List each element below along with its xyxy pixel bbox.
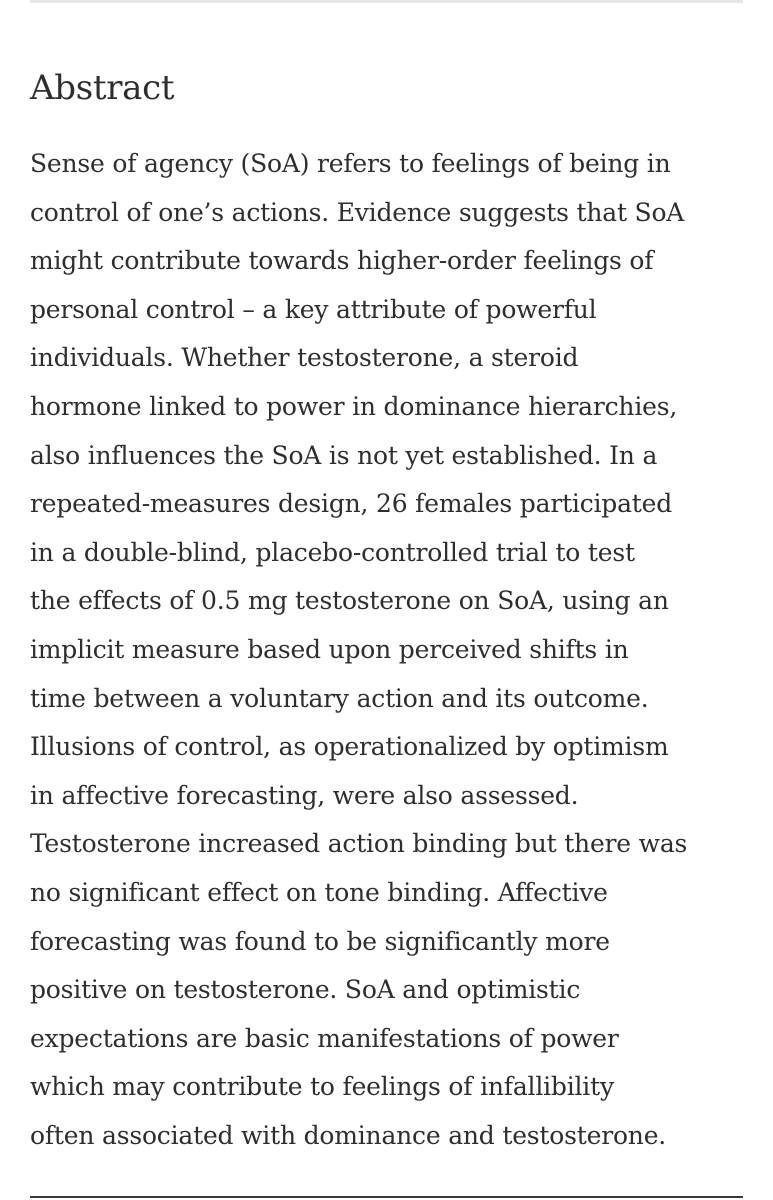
abstract-line: Testosterone increased action binding but there was [30, 829, 688, 859]
abstract-line: which may contribute to feelings of infallibility [30, 1072, 614, 1102]
abstract-line: expectations are basic manifestations of power [30, 1023, 619, 1053]
abstract-line: no significant effect on tone binding. Affective [30, 877, 608, 907]
abstract-line: positive on testosterone. SoA and optimistic [30, 975, 581, 1005]
abstract-body [30, 140, 743, 1160]
abstract-heading: Abstract [30, 68, 175, 108]
abstract-line: also influences the SoA is not yet established. In a [30, 440, 658, 470]
abstract-line: the effects of 0.5 mg testosterone on SoA, using an [30, 586, 669, 616]
abstract-line: in a double-blind, placebo-controlled trial to test [30, 537, 635, 567]
abstract-line: in affective forecasting, were also assessed. [30, 780, 579, 810]
abstract-line: Sense of agency (SoA) refers to feelings of being in [30, 149, 671, 178]
abstract-section [30, 62, 743, 1160]
abstract-line: hormone linked to power in dominance hierarchies, [30, 391, 678, 421]
abstract-line: individuals. Whether testosterone, a steroid [30, 343, 579, 373]
abstract-line: control of one’s actions. Evidence suggests that SoA [30, 197, 685, 227]
abstract-line: personal control – a key attribute of powerful [30, 294, 597, 324]
abstract-line: implicit measure based upon perceived shifts in [30, 634, 629, 664]
abstract-line: might contribute towards higher-order feelings of [30, 246, 654, 276]
abstract-line: forecasting was found to be significantly more [30, 926, 610, 956]
abstract-line: often associated with dominance and testosterone. [30, 1120, 667, 1150]
abstract-line: time between a voluntary action and its outcome. [30, 683, 649, 713]
abstract-line: repeated-measures design, 26 females participated [30, 489, 673, 519]
top-divider [30, 0, 743, 3]
bottom-divider [30, 1196, 743, 1198]
abstract-line: Illusions of control, as operationalized by optimism [30, 732, 669, 762]
